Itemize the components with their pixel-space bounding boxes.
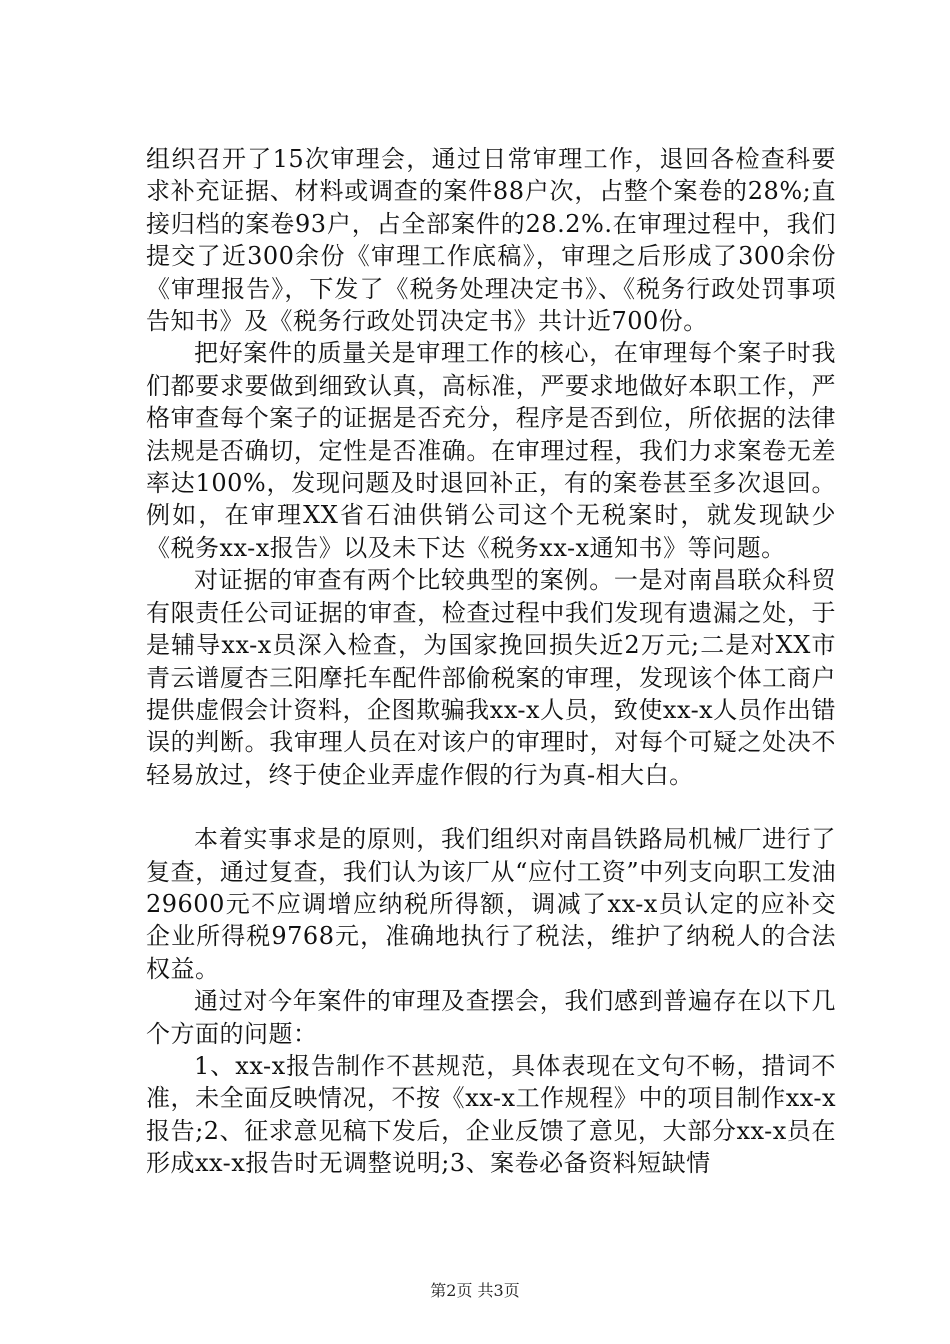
paragraph-4: 本着实事求是的原则，我们组织对南昌铁路局机械厂进行了复查，通过复查，我们认为该厂从“应付工资”中列支向职工发油29600元不应调增应纳税所得额，调减了xx-x员认定的应补交企业所得税9768元，准确地执行了税法，维护了纳税人的合法权益。 <box>146 825 836 983</box>
paragraph-spacer <box>146 791 836 823</box>
document-body <box>146 143 836 1180</box>
paragraph-2: 把好案件的质量关是审理工作的核心，在审理每个案子时我们都要求要做到细致认真，高标准，严要求地做好本职工作，严格审查每个案子的证据是否充分，程序是否到位，所依据的法律法规是否确切，定性是否准确。在审理过程，我们力求案卷无差率达100%，发现问题及时退回补正，有的案卷甚至多次退回。例如，在审理XX省石油供销公司这个无税案时，就发现缺少《税务xx-x报告》以及未下达《税务xx-x通知书》等问题。 <box>146 339 836 562</box>
paragraph-5: 通过对今年案件的审理及查摆会，我们感到普遍存在以下几个方面的问题： <box>146 987 836 1048</box>
page-footer: 第2页 共3页 <box>430 1281 520 1300</box>
paragraph-3: 对证据的审查有两个比较典型的案例。一是对南昌联众科贸有限责任公司证据的审查，检查过程中我们发现有遗漏之处，于是辅导xx-x员深入检查，为国家挽回损失近2万元;二是对XX市青云谱厦杏三阳摩托车配件部偷税案的审理，发现该个体工商户提供虚假会计资料，企图欺骗我xx-x人员，致使xx-x人员作出错误的判断。我审理人员在对该户的审理时，对每个可疑之处决不轻易放过，终于使企业弄虚作假的行为真-相大白。 <box>146 566 836 789</box>
paragraph-6: 1、xx-x报告制作不甚规范，具体表现在文句不畅，措词不准，未全面反映情况，不按《xx-x工作规程》中的项目制作xx-x报告;2、征求意见稿下发后，企业反馈了意见，大部分xx-x员在形成xx-x报告时无调整说明;3、案卷必备资料短缺情 <box>146 1051 836 1178</box>
paragraph-1: 组织召开了15次审理会，通过日常审理工作，退回各检查科要求补充证据、材料或调查的案件88户次，占整个案卷的28%;直接归档的案卷93户，占全部案件的28.2%.在审理过程中，我们提交了近300余份《审理工作底稿》，审理之后形成了300余份《审理报告》，下发了《税务处理决定书》、《税务行政处罚事项告知书》及《税务行政处罚决定书》共计近700份。 <box>146 145 836 336</box>
